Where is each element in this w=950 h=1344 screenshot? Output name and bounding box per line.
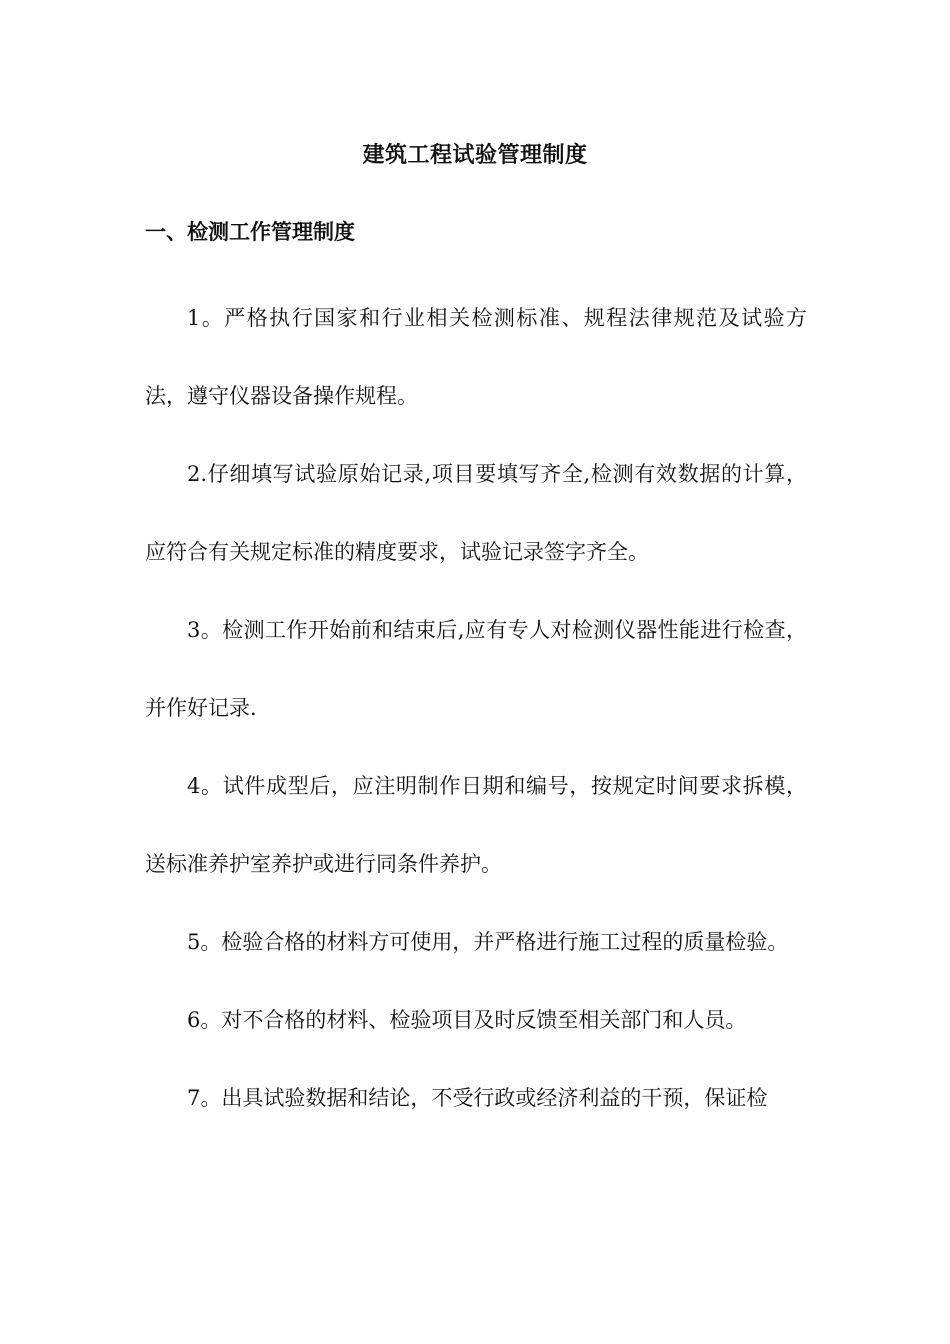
paragraph-5: 5。检验合格的材料方可使用，并严格进行施工过程的质量检验。	[187, 930, 789, 954]
paragraph-6: 6。对不合格的材料、检验项目及时反馈至相关部门和人员。	[187, 1008, 747, 1032]
section-heading: 一、检测工作管理制度	[145, 220, 355, 244]
document-body	[145, 279, 807, 1137]
document-title: 建筑工程试验管理制度	[362, 143, 588, 168]
paragraph-7: 7。出具试验数据和结论，不受行政或经济利益的干预，保证检	[187, 1086, 768, 1110]
paragraph-2: 2.仔细填写试验原始记录,项目要填写齐全,检测有效数据的计算，应符合有关规定标准的精度要求，试验记录签字齐全。	[145, 462, 807, 564]
paragraph-3: 3。检测工作开始前和结束后,应有专人对检测仪器性能进行检查，并作好记录.	[145, 618, 807, 720]
paragraph-4: 4。试件成型后，应注明制作日期和编号，按规定时间要求拆模，送标准养护室养护或进行同条件养护。	[145, 774, 807, 876]
paragraph-1: 1。严格执行国家和行业相关检测标准、规程法律规范及试验方法，遵守仪器设备操作规程。	[145, 306, 807, 408]
